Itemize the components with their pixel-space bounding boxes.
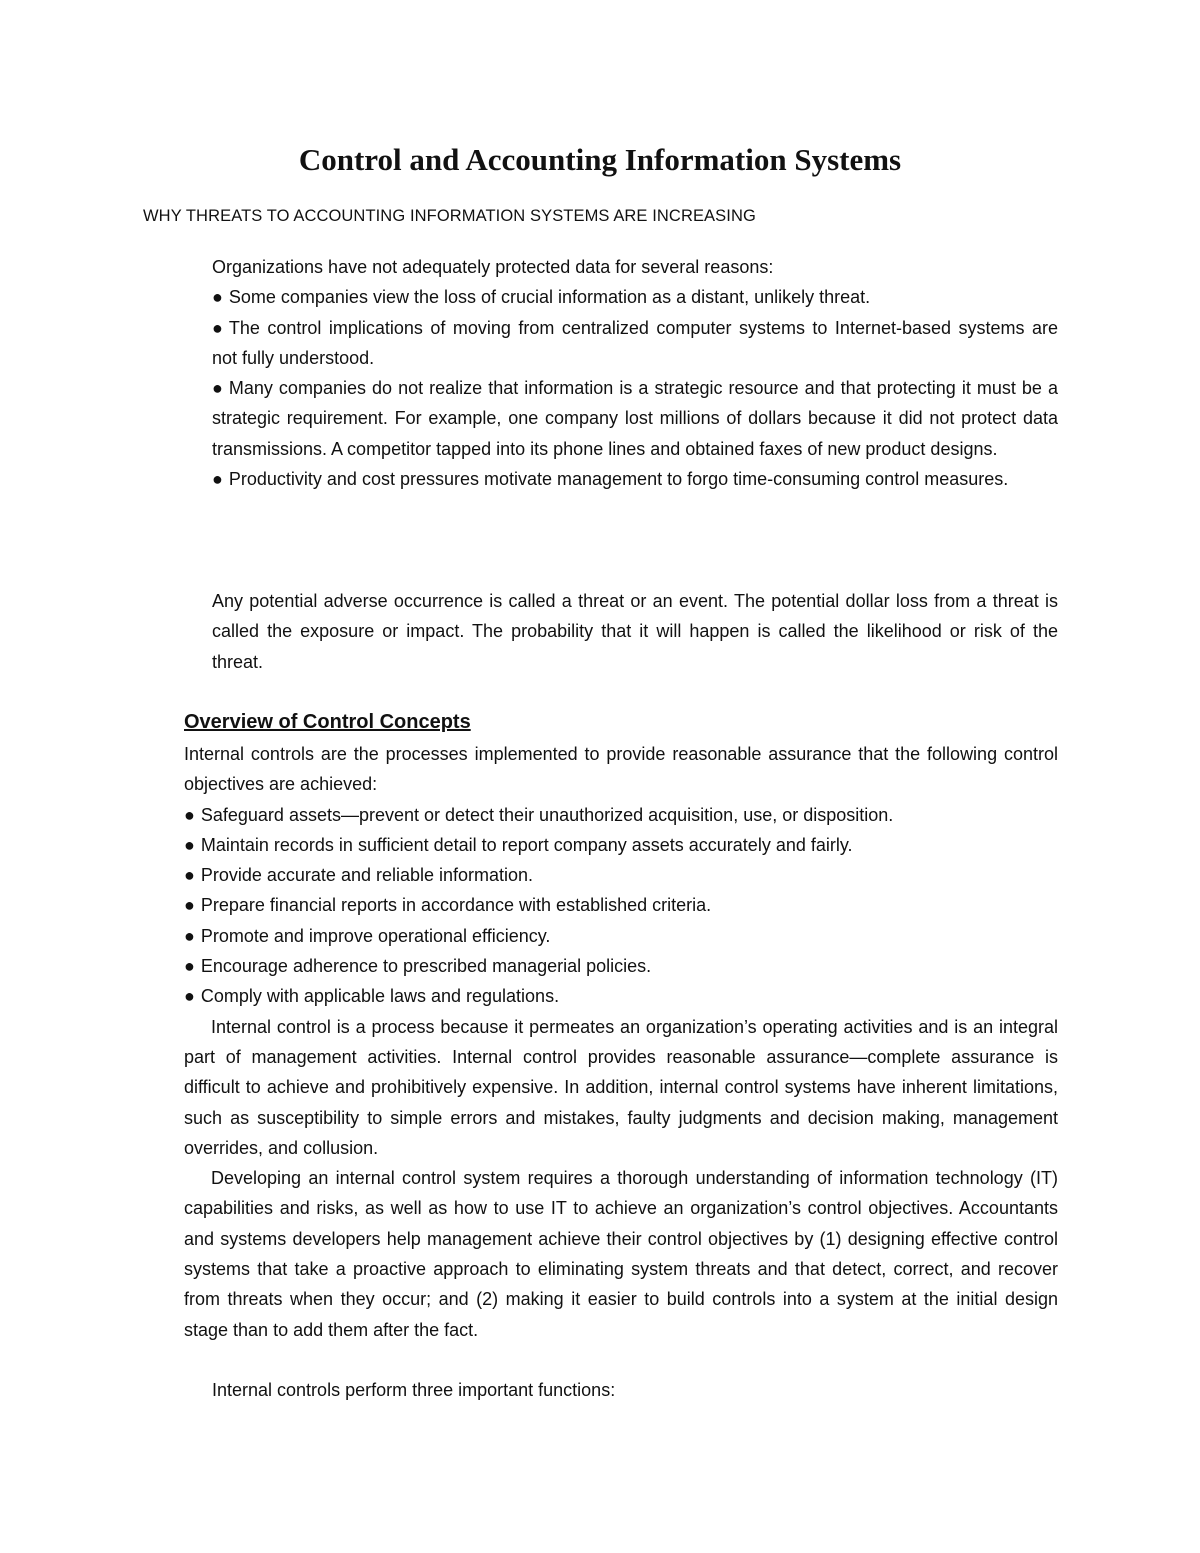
reasons-block xyxy=(212,252,1058,494)
bullet-icon: ● xyxy=(184,895,195,916)
reason-item xyxy=(212,373,1058,464)
developing-paragraph: Developing an internal control system requires a thorough understanding of information technology (IT) capabilities and risks, as well as how to use IT to achieve an organization’s control objectives. Accountants and systems developers help management achieve their control objectives by (1) designing effective control systems that take a proactive approach to eliminating system threats and that detect, correct, and recover from threats when they occur; and (2) making it easier to build controls into a system at the initial design stage than to add them after the fact. xyxy=(184,1168,1058,1340)
process-paragraph: Internal control is a process because it permeates an organization’s operating activities and is an integral part of management activities. Internal control provides reasonable assurance—complete assurance is difficult to achieve and prohibitively expensive. In addition, internal control systems have inherent limitations, such as susceptibility to simple errors and mistakes, faulty judgments and decision making, management overrides, and collusion. xyxy=(184,1016,1058,1158)
bullet-icon: ● xyxy=(184,925,195,946)
objective-text: Encourage adherence to prescribed managerial policies. xyxy=(200,956,652,977)
objective-text: Maintain records in sufficient detail to report company assets accurately and fairly. xyxy=(200,834,853,855)
list-item xyxy=(184,830,1058,860)
threat-paragraph: Any potential adverse occurrence is called a threat or an event. The potential dollar loss from a threat is called the exposure or impact. The probability that it will happen is called the likelihood or risk of the threat. xyxy=(212,591,1058,672)
bullet-icon: ● xyxy=(184,804,195,825)
overview-intro: Internal controls are the processes implemented to provide reasonable assurance that the following control objectives are achieved: xyxy=(184,744,1058,795)
reason-text: The control implications of moving from centralized computer systems to Internet-based systems are not fully understood. xyxy=(212,317,1058,368)
reason-item xyxy=(212,313,1058,374)
bullet-icon: ● xyxy=(184,834,195,855)
overview-heading: Overview of Control Concepts xyxy=(184,711,471,733)
list-item xyxy=(184,890,1058,920)
list-item xyxy=(184,800,1058,830)
reason-item xyxy=(212,282,1058,312)
objective-text: Promote and improve operational efficiency. xyxy=(200,925,551,946)
objective-text: Provide accurate and reliable information. xyxy=(200,865,534,886)
bullet-icon: ● xyxy=(184,986,195,1007)
bullet-icon: ● xyxy=(212,287,223,308)
bullet-icon: ● xyxy=(184,956,195,977)
objective-text: Safeguard assets—prevent or detect their unauthorized acquisition, use, or disposition. xyxy=(200,804,894,825)
list-item xyxy=(184,921,1058,951)
list-item xyxy=(184,981,1058,1011)
overview-block xyxy=(184,739,1058,1345)
reason-text: Some companies view the loss of crucial information as a distant, unlikely threat. xyxy=(228,287,871,308)
objectives-list xyxy=(184,800,1058,1012)
section-heading: WHY THREATS TO ACCOUNTING INFORMATION SYSTEMS ARE INCREASING xyxy=(143,207,756,225)
objective-text: Comply with applicable laws and regulations. xyxy=(200,986,560,1007)
bullet-icon: ● xyxy=(212,469,223,490)
list-item xyxy=(184,951,1058,981)
reason-text: Many companies do not realize that information is a strategic resource and that protecting it must be a strategic requirement. For example, one company lost millions of dollars because it did not protect data transmissions. A competitor tapped into its phone lines and obtained faxes of new product designs. xyxy=(212,378,1058,459)
reason-text: Productivity and cost pressures motivate management to forgo time-consuming control measures. xyxy=(228,469,1009,490)
list-item xyxy=(184,860,1058,890)
objective-text: Prepare financial reports in accordance with established criteria. xyxy=(200,895,712,916)
bullet-icon: ● xyxy=(184,865,195,886)
bullet-icon: ● xyxy=(212,317,223,338)
reason-item xyxy=(212,464,1058,494)
document-title: Control and Accounting Information Systems xyxy=(298,142,902,177)
functions-intro: Internal controls perform three important functions: xyxy=(212,1380,616,1400)
bullet-icon: ● xyxy=(212,378,223,399)
reasons-intro: Organizations have not adequately protected data for several reasons: xyxy=(212,257,774,277)
